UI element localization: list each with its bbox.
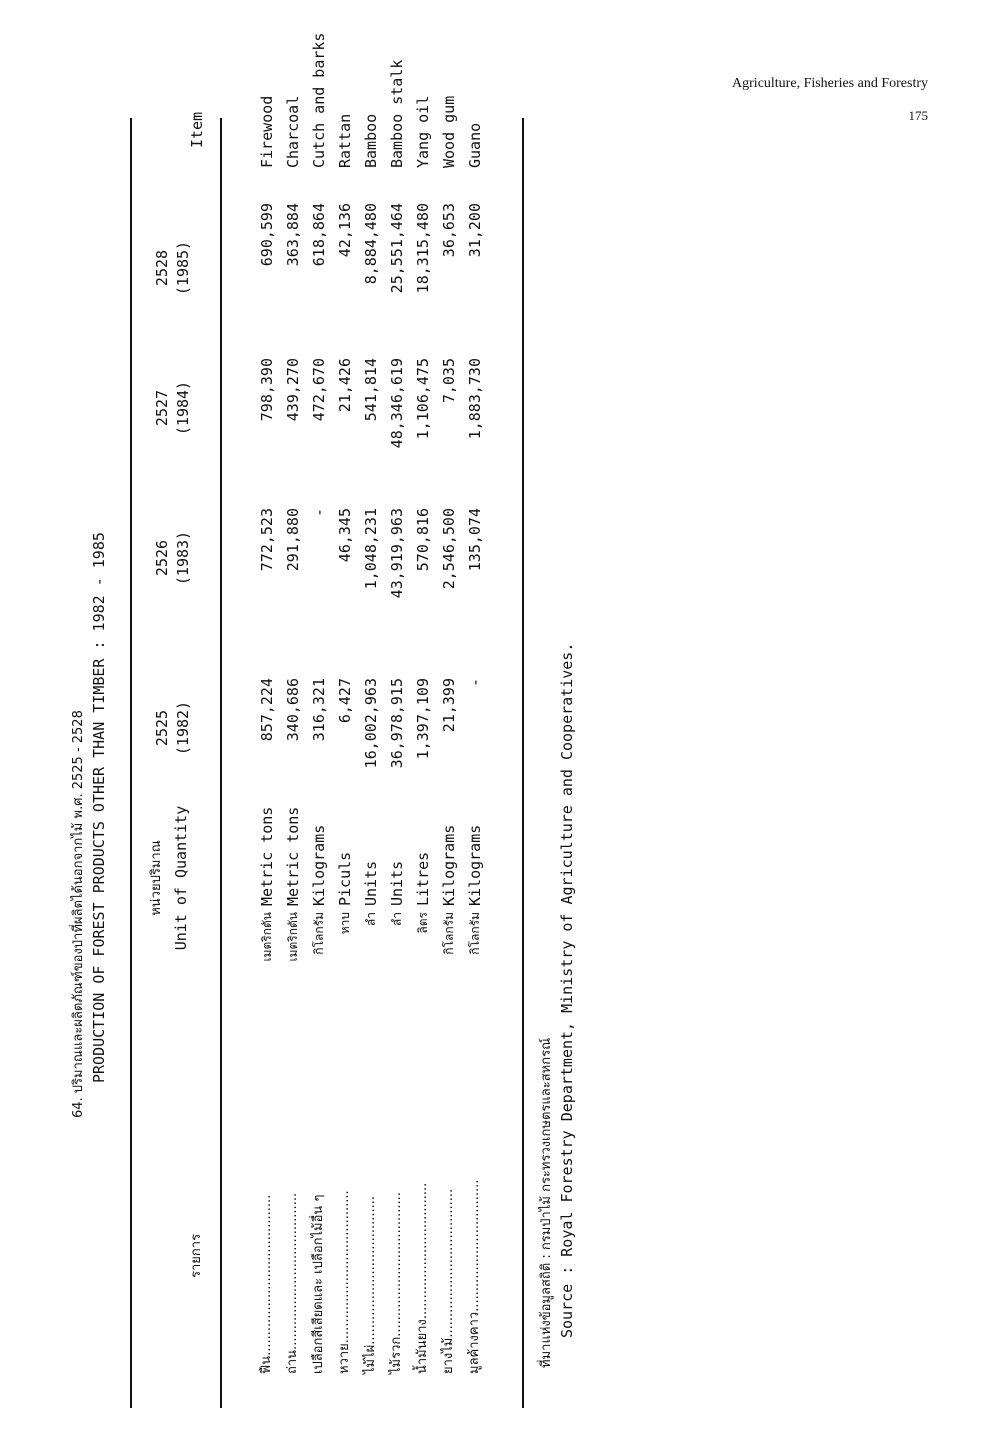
row-value-1983: 1,048,231 xyxy=(362,508,380,590)
col-head-year-1984: (1984) xyxy=(174,380,192,436)
row-value-1985: 8,884,480 xyxy=(362,203,380,285)
row-value-1983: 2,546,500 xyxy=(440,508,458,590)
row-value-1983: - xyxy=(310,508,328,518)
row-unit-english: Units xyxy=(362,860,380,906)
row-value-1982: 36,978,915 xyxy=(388,678,406,769)
row-value-1985: 31,200 xyxy=(466,203,484,258)
row-unit-english: Litres xyxy=(414,851,432,906)
row-value-1985: 18,315,480 xyxy=(414,203,432,294)
col-head-item-english: Item xyxy=(188,111,206,148)
header-rule xyxy=(220,118,222,1408)
row-item-english: Firewood xyxy=(258,95,276,168)
row-unit-thai: เมตริกตัน xyxy=(260,912,274,962)
table-title-thai: 64. ปริมาณและผลิตภัณฑ์ของป่าที่ผลิตได้นอกจากไม้ พ.ศ. 2525 - 2528 xyxy=(71,710,86,1118)
row-value-1985: 690,599 xyxy=(258,203,276,267)
row-unit-english: Metric tons xyxy=(284,806,302,906)
row-item-thai: ไม้รวก................................... xyxy=(389,1192,404,1374)
row-value-1983: 291,880 xyxy=(284,508,302,572)
row-value-1985: 25,551,464 xyxy=(388,203,406,294)
row-item-english: Yang oil xyxy=(414,95,432,168)
row-value-1984: 798,390 xyxy=(258,358,276,422)
row-unit-english: Kilograms xyxy=(310,824,328,906)
row-value-1982: - xyxy=(466,678,484,688)
row-item-english: Rattan xyxy=(336,113,354,168)
row-value-1982: 16,002,963 xyxy=(362,678,380,769)
row-item-thai: น้ำมันยาง................................. xyxy=(415,1182,430,1374)
row-unit-english: Metric tons xyxy=(258,806,276,906)
col-head-item-thai: รายการ xyxy=(189,1233,204,1278)
row-value-1983: 43,919,963 xyxy=(388,508,406,599)
row-value-1982: 1,397,109 xyxy=(414,678,432,760)
row-unit-english: Kilograms xyxy=(466,824,484,906)
row-item-english: Bamboo xyxy=(362,113,380,168)
col-head-year-1985: (1985) xyxy=(174,240,192,296)
row-value-1984: 48,346,619 xyxy=(388,358,406,449)
bottom-rule xyxy=(522,118,524,1408)
table-title-english: PRODUCTION OF FOREST PRODUCTS OTHER THAN TIMBER : 1982 - 1985 xyxy=(90,532,108,1083)
row-item-thai: เปลือกสีเสียดและ เปลือกไม้อื่น ๆ xyxy=(311,1194,326,1374)
row-unit-thai: หาบ xyxy=(338,912,352,935)
row-value-1982: 340,686 xyxy=(284,678,302,742)
col-head-unit-thai: หน่วยปริมาณ xyxy=(149,840,164,916)
row-item-thai: ไม้ไผ่.................................... xyxy=(363,1195,378,1374)
col-head-year-2525: 2525 xyxy=(153,709,171,747)
row-value-1983: 772,523 xyxy=(258,508,276,572)
row-value-1985: 36,653 xyxy=(440,203,458,258)
row-unit-english: Piculs xyxy=(336,851,354,906)
row-item-english: Wood gum xyxy=(440,95,458,168)
row-unit-thai: ลำ xyxy=(390,912,404,927)
row-value-1985: 363,884 xyxy=(284,203,302,267)
row-value-1982: 6,427 xyxy=(336,678,354,724)
row-item-thai: หวาย..................................... xyxy=(337,1190,352,1374)
row-value-1984: 439,270 xyxy=(284,358,302,422)
source-thai: ที่มาแห่งข้อมูลสถิติ : กรมป่าไม้ กระทรวงเกษตรและสหกรณ์ xyxy=(539,1037,554,1368)
row-value-1984: 472,670 xyxy=(310,358,328,422)
page-number: 175 xyxy=(908,108,928,123)
row-item-thai: ยางไม้.................................... xyxy=(441,1188,456,1374)
row-value-1985: 618,864 xyxy=(310,203,328,267)
row-value-1982: 21,399 xyxy=(440,678,458,733)
row-value-1983: 570,816 xyxy=(414,508,432,572)
row-value-1984: 7,035 xyxy=(440,358,458,404)
col-head-year-2528: 2528 xyxy=(153,249,171,287)
row-item-thai: ฟืน....................................... xyxy=(259,1194,274,1374)
row-value-1982: 857,224 xyxy=(258,678,276,742)
row-unit-english: Kilograms xyxy=(440,824,458,906)
row-value-1984: 1,106,475 xyxy=(414,358,432,440)
row-item-english: Cutch and barks xyxy=(310,32,328,168)
col-head-unit-english: Unit of Quantity xyxy=(172,805,190,951)
row-item-thai: ถ่าน...................................... xyxy=(285,1192,300,1374)
row-unit-thai: ลำ xyxy=(364,912,378,927)
row-value-1983: 135,074 xyxy=(466,508,484,572)
top-rule xyxy=(130,118,132,1408)
source-english: Source : Royal Forestry Department, Ministry of Agriculture and Cooperatives. xyxy=(558,642,576,1338)
row-value-1984: 541,814 xyxy=(362,358,380,422)
section-title: Agriculture, Fisheries and Forestry xyxy=(732,76,928,91)
row-value-1984: 1,883,730 xyxy=(466,358,484,440)
col-head-year-2526: 2526 xyxy=(153,539,171,577)
row-item-english: Charcoal xyxy=(284,95,302,168)
row-unit-thai: กิโลกรัม xyxy=(442,912,456,955)
row-item-english: Bamboo stalk xyxy=(388,59,406,168)
row-unit-thai: กิโลกรัม xyxy=(468,912,482,955)
row-value-1982: 316,321 xyxy=(310,678,328,742)
col-head-year-2527: 2527 xyxy=(153,389,171,427)
row-value-1985: 42,136 xyxy=(336,203,354,258)
row-value-1984: 21,426 xyxy=(336,358,354,413)
row-unit-english: Units xyxy=(388,860,406,906)
rotated-table-page xyxy=(40,32,840,1398)
row-unit-thai: เมตริกตัน xyxy=(286,912,300,962)
row-unit-thai: ลิตร xyxy=(416,912,430,934)
col-head-year-1983: (1983) xyxy=(174,530,192,586)
row-item-thai: มูลค้างคาว................................ xyxy=(467,1179,482,1374)
row-item-english: Guano xyxy=(466,122,484,168)
col-head-year-1982: (1982) xyxy=(174,700,192,756)
row-unit-thai: กิโลกรัม xyxy=(312,912,326,955)
row-value-1983: 46,345 xyxy=(336,508,354,563)
